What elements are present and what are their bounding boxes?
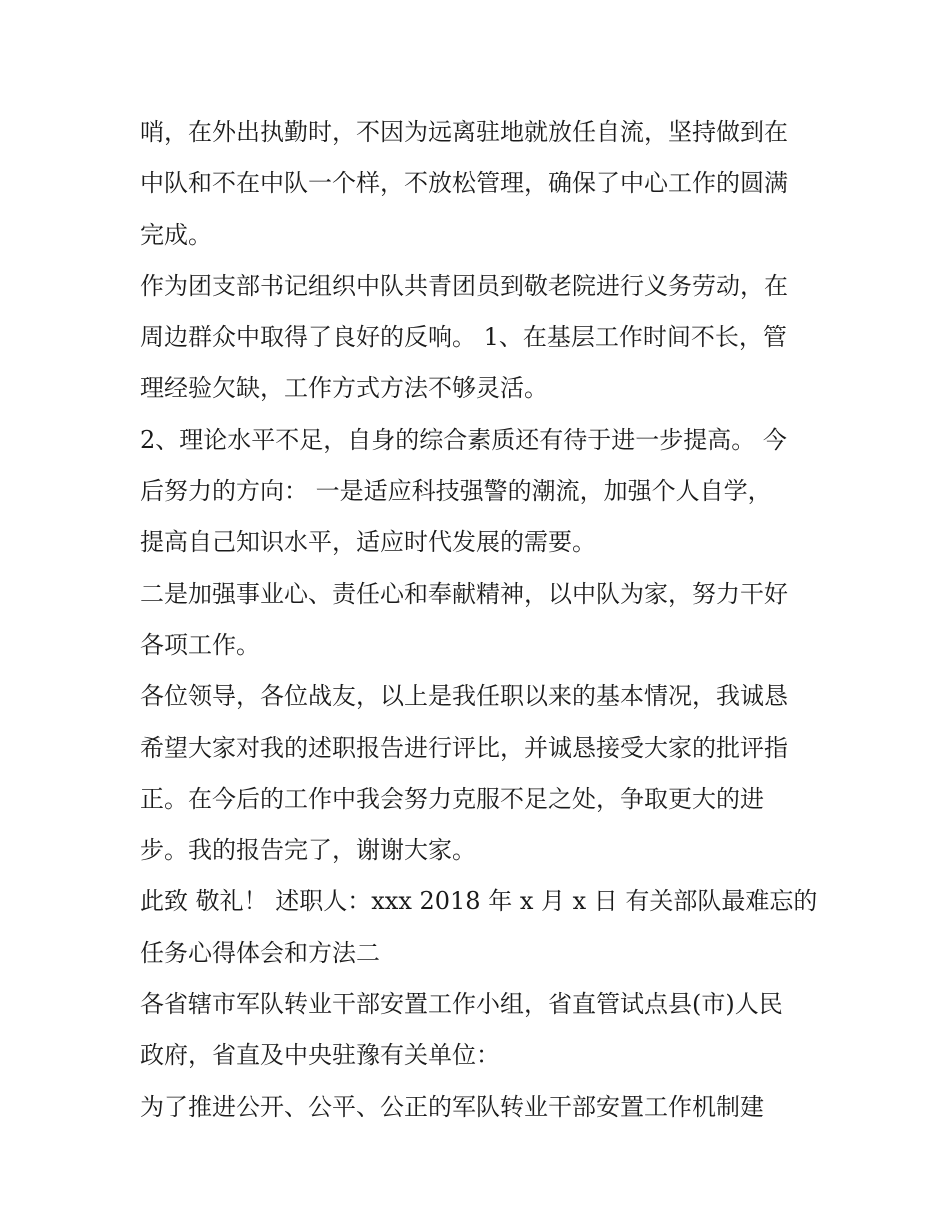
- text-line: 希望大家对我的述职报告进行评比，并诚恳接受大家的批评指: [140, 733, 788, 762]
- text-line: 哨，在外出执勤时，不因为远离驻地就放任自流，坚持做到在: [140, 118, 788, 146]
- text-line: 各位领导，各位战友，以上是我任职以来的基本情况，我诚恳: [140, 682, 788, 711]
- text-line: 二是加强事业心、责任心和奉献精神，以中队为家，努力干好: [140, 579, 788, 608]
- text-line: 政府，省直及中央驻豫有关单位：: [140, 1041, 500, 1070]
- text-line: 为了推进公开、公平、公正的军队转业干部安置工作机制建: [140, 1092, 764, 1121]
- document-body: [140, 107, 830, 1133]
- text-line: 提高自己知识水平，适应时代发展的需要。: [140, 528, 596, 557]
- text-line: 周边群众中取得了良好的反响。 1、在基层工作时间不长，管: [140, 323, 787, 352]
- text-line: 任务心得体会和方法二: [140, 938, 380, 967]
- text-line: 各项工作。: [140, 630, 260, 659]
- text-line: 此致 敬礼！ 述职人：xxx 2018 年 x 月 x 日 有关部队最难忘的: [140, 887, 818, 916]
- text-line: 步。我的报告完了，谢谢大家。: [140, 836, 476, 865]
- text-line: 后努力的方向： 一是适应科技强警的潮流，加强个人自学，: [140, 477, 772, 506]
- text-line: 2、理论水平不足，自身的综合素质还有待于进一步提高。 今: [140, 425, 787, 454]
- text-line: 中队和不在中队一个样，不放松管理，确保了中心工作的圆满: [140, 169, 788, 198]
- text-line: 各省辖市军队转业干部安置工作小组，省直管试点县(市)人民: [140, 990, 783, 1019]
- text-line: 完成。: [140, 220, 212, 249]
- text-line: 理经验欠缺，工作方式方法不够灵活。: [140, 374, 548, 403]
- text-line: 正。在今后的工作中我会努力克服不足之处，争取更大的进: [140, 784, 764, 813]
- text-line: 作为团支部书记组织中队共青团员到敬老院进行义务劳动，在: [140, 271, 788, 300]
